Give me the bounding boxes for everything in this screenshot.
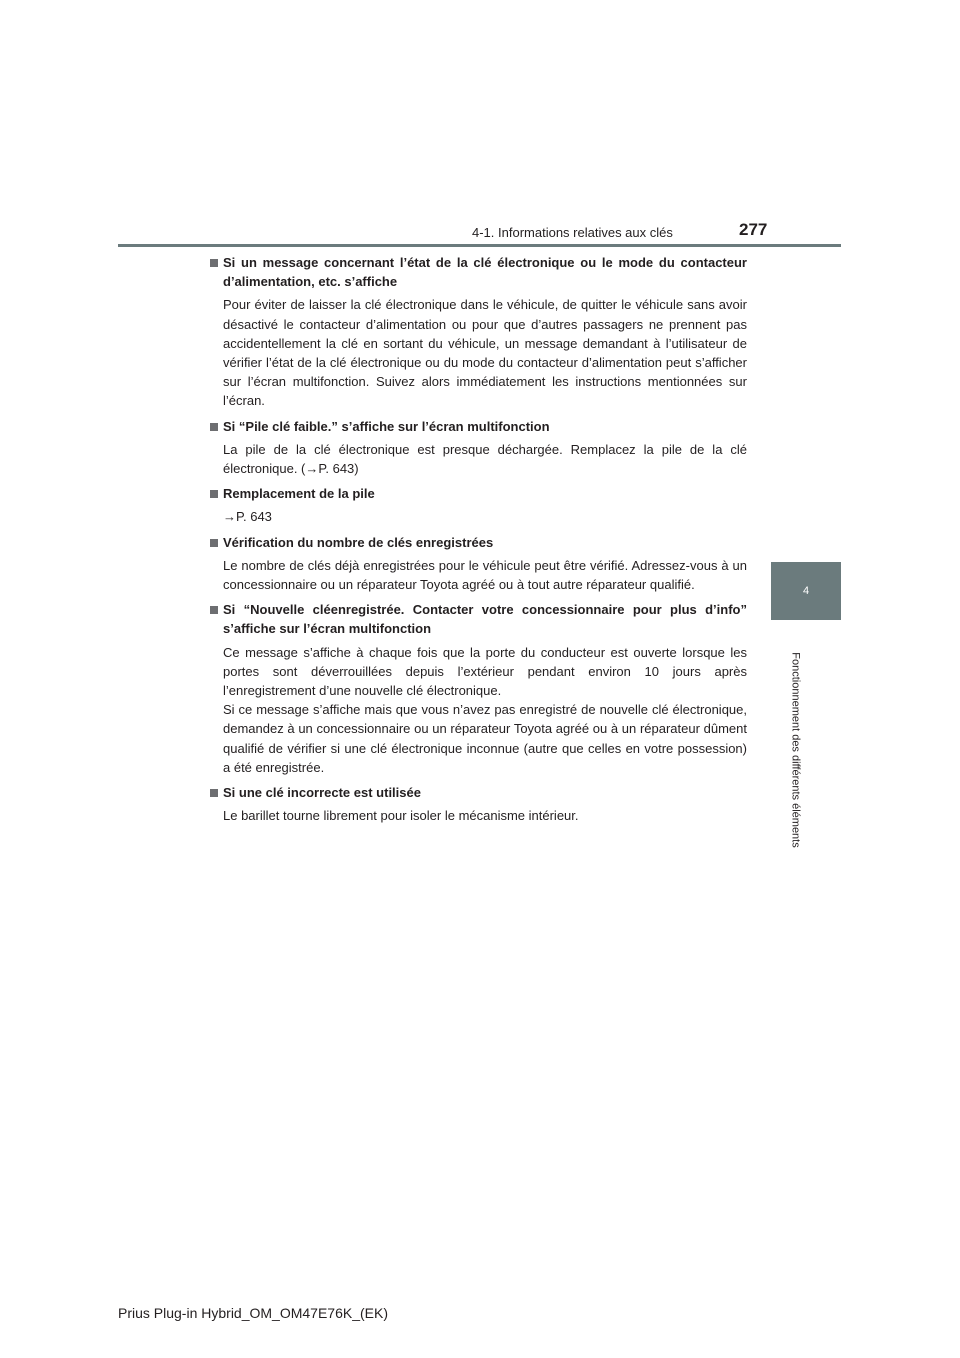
section-nouvelle-cle [210, 600, 747, 777]
section-title: Si un message concernant l’état de la clé électronique ou le mode du contacteur d’alimentation, etc. s’affiche [223, 255, 747, 290]
section-title: Si une clé incorrecte est utilisée [223, 785, 421, 801]
section-reference: 4-1. Informations relatives aux clés [472, 225, 673, 240]
section-heading [210, 533, 747, 552]
section-paragraph: Ce message s’affiche à chaque fois que la porte du conducteur est ouverte lorsque les portes sont déverrouillées depuis l’extérieur pendant environ 10 jours après l’enregistrement d’une nouvelle clé électronique. [223, 644, 747, 699]
header-divider [118, 244, 841, 247]
document-footer: Prius Plug-in Hybrid_OM_OM47E76K_(EK) [118, 1305, 388, 1321]
section-heading [210, 253, 747, 291]
section-paragraph: La pile de la clé électronique est presque déchargée. Remplacez la pile de la clé électronique. (→P. 643) [223, 441, 747, 477]
section-title: Vérification du nombre de clés enregistrées [223, 534, 494, 550]
page-header [0, 0, 960, 250]
page-number: 277 [739, 220, 768, 239]
chapter-title-text: Fonctionnement des différents éléments [790, 652, 802, 848]
section-verification-cles [210, 533, 747, 595]
section-cle-incorrecte [210, 783, 747, 825]
square-bullet-icon [210, 490, 218, 498]
section-paragraph: Le barillet tourne librement pour isoler le mécanisme intérieur. [223, 808, 579, 824]
section-title: Si “Pile clé faible.” s’affiche sur l’écran multifonction [223, 418, 550, 434]
square-bullet-icon [210, 539, 218, 547]
square-bullet-icon [210, 259, 218, 267]
page-cross-reference[interactable]: →P. 643 [223, 509, 272, 525]
section-pile-cle-faible [210, 417, 747, 479]
chapter-tab[interactable] [771, 562, 841, 620]
square-bullet-icon [210, 789, 218, 797]
section-title: Si “Nouvelle cléenregistrée. Contacter votre concessionnaire pour plus d’info” s’affiche sur l’écran multifonction [223, 602, 747, 637]
section-heading [210, 484, 747, 503]
square-bullet-icon [210, 606, 218, 614]
section-message-cle-electronique [210, 253, 747, 411]
section-heading [210, 600, 747, 638]
section-remplacement-pile [210, 484, 747, 526]
section-title: Remplacement de la pile [223, 486, 375, 502]
page-content [210, 253, 747, 831]
section-paragraph: Le nombre de clés déjà enregistrées pour le véhicule peut être vérifié. Adressez-vous à un concessionnaire ou un réparateur Toyota agréé ou à tout autre réparateur qualifié. [223, 557, 747, 593]
section-paragraph: Si ce message s’affiche mais que vous n’avez pas enregistré de nouvelle clé électronique, demandez à un concessionnaire ou un réparateur Toyota agréé ou à un réparateur dûment qualifié de vérifier si une clé électronique inconnue (autre que celles en votre possession) a été enregistrée. [223, 702, 747, 775]
chapter-title [786, 630, 806, 870]
section-paragraph: Pour éviter de laisser la clé électronique dans le véhicule, de quitter le véhicule sans avoir désactivé le contacteur d’alimentation ou pour que d’autres passagers ne prennent pas accidentellement la clé en sortant du véhicule, un message demandant à l’utilisateur de vérifier l’état de la clé électronique ou du mode du contacteur d’alimentation peut s’afficher sur l’écran multifonction. Suivez alors immédiatement les instructions mentionnées sur l’écran. [223, 297, 747, 409]
square-bullet-icon [210, 423, 218, 431]
chapter-number: 4 [802, 585, 810, 597]
section-heading [210, 783, 747, 802]
section-heading [210, 417, 747, 436]
